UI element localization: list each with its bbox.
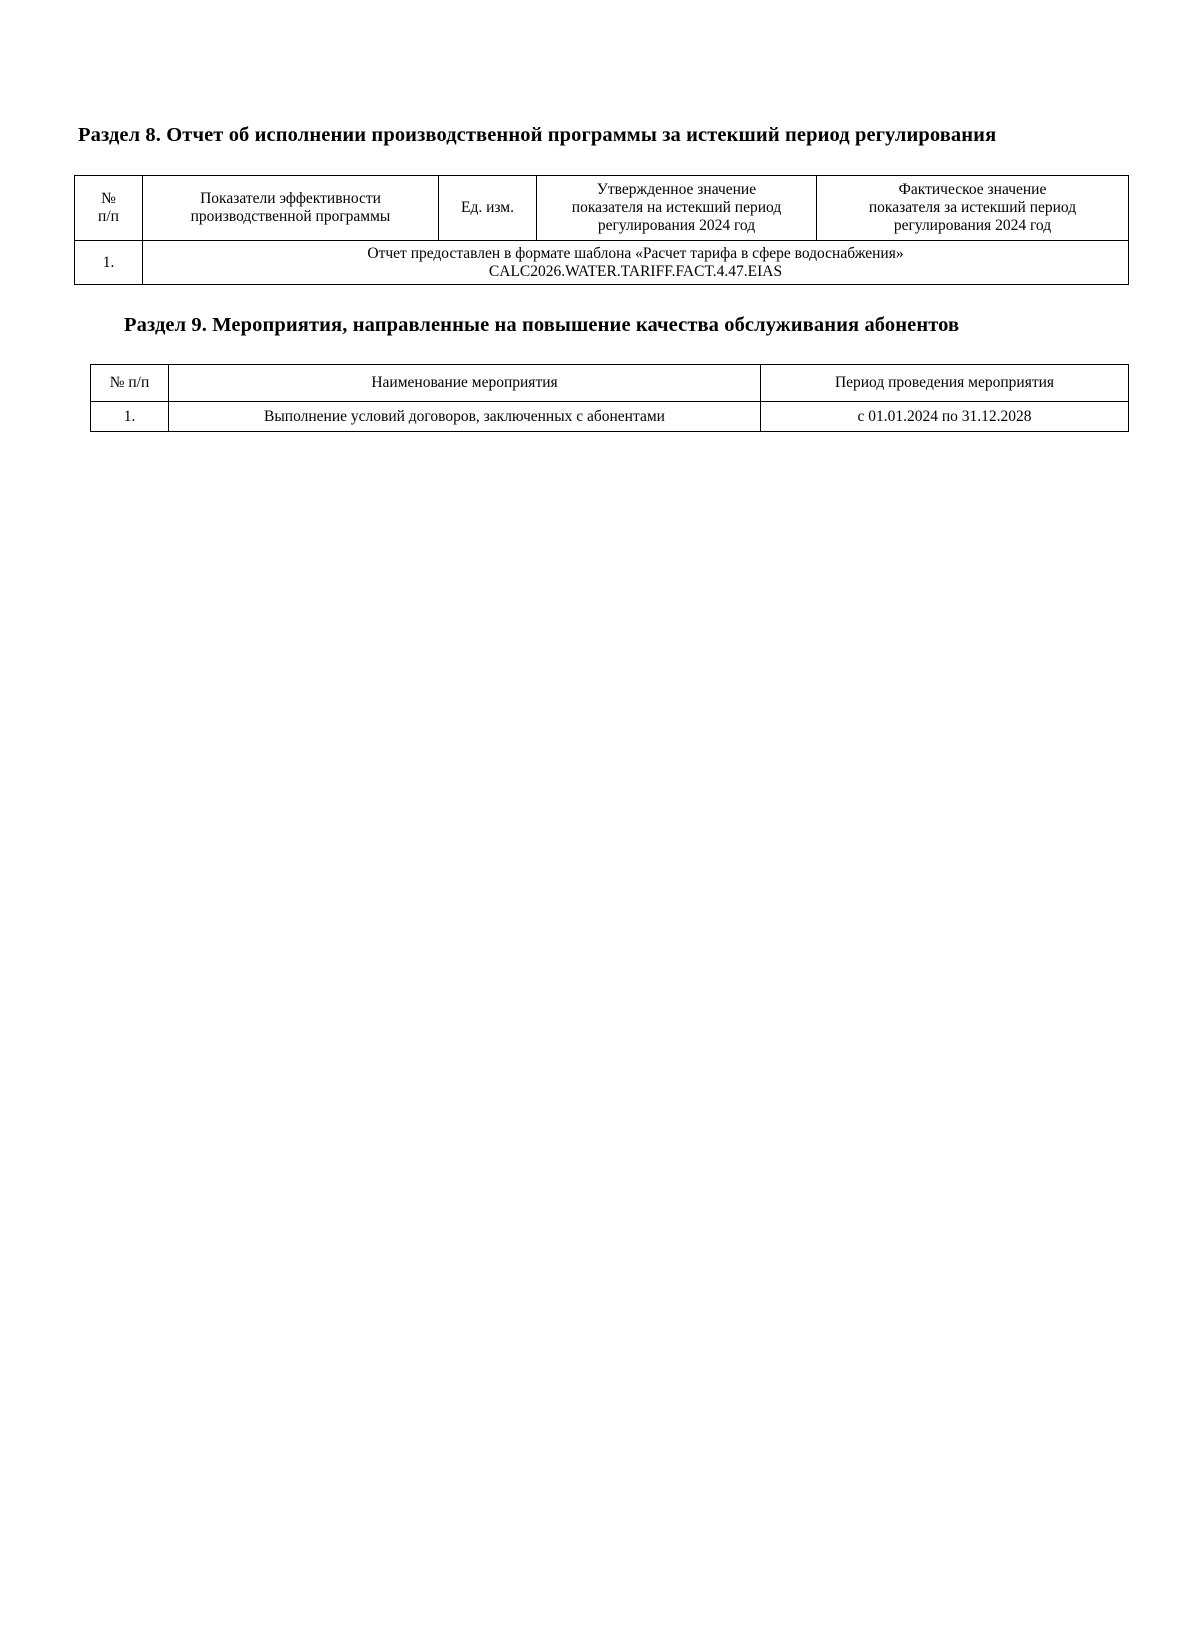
header-measure-name: Наименование мероприятия: [169, 365, 761, 402]
row-num: 1.: [91, 402, 169, 432]
section-9-title: Раздел 9. Мероприятия, направленные на повышение качества обслуживания абонентов: [124, 314, 960, 336]
table-row: [75, 241, 1129, 285]
table-row: [91, 402, 1129, 432]
header-actual-line: показателя за истекший период: [868, 199, 1077, 216]
header-num-line: п/п: [98, 208, 119, 225]
header-actual-value: [817, 176, 1129, 241]
row-measure-period: с 01.01.2024 по 31.12.2028: [761, 402, 1129, 432]
header-approved-line: показателя на истекший период: [571, 199, 782, 216]
header-approved-value: [537, 176, 817, 241]
header-approved-line: Утвержденное значение: [596, 181, 757, 198]
header-num-line: №: [101, 190, 116, 207]
row-report-note: [143, 241, 1129, 285]
header-indicators: [143, 176, 439, 241]
header-num: [75, 176, 143, 241]
table-header-row: [75, 176, 1129, 241]
service-quality-measures-table: [90, 364, 1129, 432]
header-num: № п/п: [91, 365, 169, 402]
header-approved-line: регулирования 2024 год: [597, 217, 756, 234]
header-unit: Ед. изм.: [439, 176, 537, 241]
header-actual-line: Фактическое значение: [898, 181, 1047, 198]
section-8-title: Раздел 8. Отчет об исполнении производственной программы за истекший период регулирования: [78, 124, 997, 146]
header-measure-period: Период проведения мероприятия: [761, 365, 1129, 402]
row-num: 1.: [75, 241, 143, 285]
report-note-template-code: CALC2026.WATER.TARIFF.FACT.4.47.EIAS: [488, 262, 783, 280]
row-measure-name: Выполнение условий договоров, заключенных с абонентами: [169, 402, 761, 432]
header-indicators-line: производственной программы: [190, 208, 391, 225]
header-actual-line: регулирования 2024 год: [893, 217, 1052, 234]
header-indicators-line: Показатели эффективности: [200, 190, 381, 207]
production-program-report-table: [74, 175, 1129, 285]
report-note-line: Отчет предоставлен в формате шаблона «Расчет тарифа в сфере водоснабжения»: [367, 244, 904, 262]
table-header-row: [91, 365, 1129, 402]
